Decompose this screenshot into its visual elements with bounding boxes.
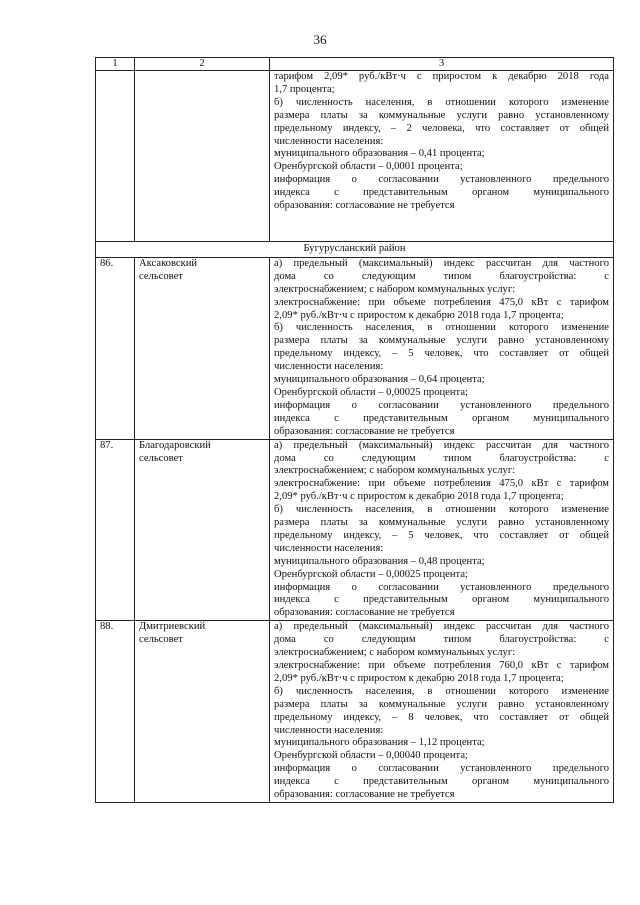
region-row xyxy=(96,242,614,258)
continuation-num-cell xyxy=(96,71,135,242)
description-line: 2,09* руб./кВт·ч с приростом к декабрю 2018 года 1,7 процента; xyxy=(274,309,564,321)
description-line: муниципального образования – 0,64 процента; xyxy=(274,374,485,386)
description-line: Оренбургской области – 0,00040 процента; xyxy=(274,750,468,762)
description-line: б) численность населения, в отношении которого изменение xyxy=(274,685,609,697)
header-cell-2: 2 xyxy=(135,58,270,71)
region-title: Бугурусланский район xyxy=(96,242,614,258)
description-line: электроснабжение: при объеме потребления 475,0 кВт с тарифом xyxy=(274,296,609,308)
municipality-name-line: Аксаковский xyxy=(139,257,198,269)
continuation-line: предельному индексу, – 2 человека, что составляет от общей xyxy=(274,122,609,134)
continuation-line: 1,7 процента; xyxy=(274,83,335,95)
description-line: Оренбургской области – 0,00025 процента; xyxy=(274,386,468,398)
description-line: размера платы за коммунальные услуги равно установленному xyxy=(274,517,609,529)
continuation-name-cell xyxy=(135,71,270,242)
continuation-text-cell xyxy=(270,71,614,242)
description-line: размера платы за коммунальные услуги равно установленному xyxy=(274,698,609,710)
description-line: электроснабжением; с набором коммунальных услуг: xyxy=(274,465,516,477)
description-line: информация о согласовании установленного предельного xyxy=(274,399,609,411)
description-line: электроснабжение: при объеме потребления 760,0 кВт с тарифом xyxy=(274,660,609,671)
description-line: численности населения: xyxy=(274,724,384,736)
continuation-line: численности населения: xyxy=(274,135,384,147)
description-line: а) предельный (максимальный) индекс рассчитан для частного xyxy=(274,257,609,269)
municipality-name-line: Дмитриевский xyxy=(139,621,206,633)
table-row xyxy=(96,439,614,621)
continuation-line: Оренбургской области – 0,0001 процента; xyxy=(274,161,463,173)
description-line: индекса с представительным органом муниципального xyxy=(274,776,609,788)
table-row xyxy=(96,257,614,439)
row-number: 87. xyxy=(96,439,135,621)
description-line: образования: согласование не требуется xyxy=(274,607,455,619)
description-line: предельному индексу, – 5 человек, что составляет от общей xyxy=(274,529,609,541)
municipality-name-line: сельсовет xyxy=(139,452,183,464)
description-line: образования: согласование не требуется xyxy=(274,789,455,801)
municipality-name-line: Благодаровский xyxy=(139,439,211,451)
index-description xyxy=(270,621,614,803)
description-line: размера платы за коммунальные услуги равно установленному xyxy=(274,335,609,347)
continuation-line: индекса с представительным органом муниципального xyxy=(274,187,609,199)
description-line: индекса с представительным органом муниципального xyxy=(274,412,609,424)
description-line: дома со следующим типом благоустройства: с xyxy=(274,270,609,282)
description-line: муниципального образования – 1,12 процента; xyxy=(274,737,485,749)
row-number: 86. xyxy=(96,257,135,439)
description-line: электроснабжением; с набором коммунальных услуг: xyxy=(274,283,516,295)
description-line: информация о согласовании установленного предельного xyxy=(274,581,609,593)
row-number: 88. xyxy=(96,621,135,803)
municipality-name xyxy=(135,621,270,803)
municipality-name xyxy=(135,439,270,621)
description-line: б) численность населения, в отношении которого изменение xyxy=(274,322,609,334)
index-description xyxy=(270,257,614,439)
continuation-line: муниципального образования – 0,41 процента; xyxy=(274,148,485,160)
description-line: Оренбургской области – 0,00025 процента; xyxy=(274,568,468,580)
description-line: образования: согласование не требуется xyxy=(274,425,455,437)
description-line: электроснабжением; с набором коммунальных услуг: xyxy=(274,647,516,659)
continuation-line: размера платы за коммунальные услуги равно установленному xyxy=(274,109,609,121)
tariff-index-table xyxy=(95,57,614,803)
description-line: 2,09* руб./кВт·ч с приростом к декабрю 2018 года 1,7 процента; xyxy=(274,491,564,503)
municipality-name-line: сельсовет xyxy=(139,634,183,646)
description-line: предельному индексу, – 8 человек, что составляет от общей xyxy=(274,711,609,723)
description-line: численности населения: xyxy=(274,542,384,554)
municipality-name-line: сельсовет xyxy=(139,270,183,282)
page-number: 36 xyxy=(313,32,327,47)
table-row xyxy=(96,621,614,803)
description-line: муниципального образования – 0,48 процента; xyxy=(274,555,485,567)
continuation-row xyxy=(96,71,614,242)
continuation-line: образования: согласование не требуется xyxy=(274,200,455,212)
description-line: информация о согласовании установленного предельного xyxy=(274,763,609,775)
description-line: б) численность населения, в отношении которого изменение xyxy=(274,504,609,516)
continuation-line: информация о согласовании установленного предельного xyxy=(274,174,609,186)
description-line: предельному индексу, – 5 человек, что составляет от общей xyxy=(274,348,609,360)
description-line: дома со следующим типом благоустройства: с xyxy=(274,452,609,464)
municipality-name xyxy=(135,257,270,439)
table-header-row xyxy=(96,58,614,71)
description-line: 2,09* руб./кВт·ч с приростом к декабрю 2018 года 1,7 процента; xyxy=(274,672,564,684)
description-line: индекса с представительным органом муниципального xyxy=(274,594,609,606)
continuation-line: тарифом 2,09* руб./кВт·ч с приростом к декабрю 2018 года xyxy=(274,71,609,82)
description-line: дома со следующим типом благоустройства: с xyxy=(274,634,609,646)
description-line: численности населения: xyxy=(274,361,384,373)
description-line: электроснабжение: при объеме потребления 475,0 кВт с тарифом xyxy=(274,478,609,490)
header-cell-1: 1 xyxy=(96,58,135,71)
index-description xyxy=(270,439,614,621)
header-cell-3: 3 xyxy=(270,58,614,71)
continuation-line: б) численность населения, в отношении которого изменение xyxy=(274,96,609,108)
description-line: а) предельный (максимальный) индекс рассчитан для частного xyxy=(274,439,609,451)
description-line: а) предельный (максимальный) индекс рассчитан для частного xyxy=(274,621,609,633)
